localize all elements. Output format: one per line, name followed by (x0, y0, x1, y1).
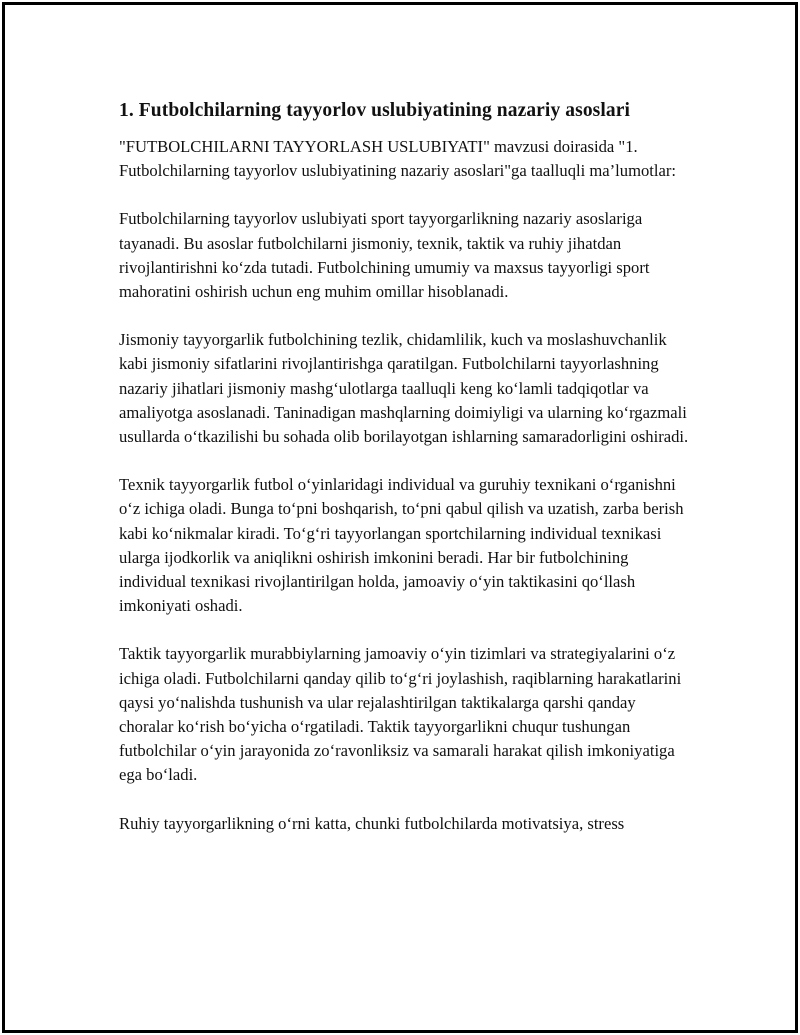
paragraph-intro: "FUTBOLCHILARNI TAYYORLASH USLUBIYATI" mavzusi doirasida "1. Futbolchilarning tayyorlov uslubiyatining nazariy asoslari"ga taalluqli ma’lumotlar: (119, 137, 677, 181)
paragraph-tactical-training: Taktik tayyorgarlik murabbiylarning jamoaviy o‘yin tizimlari va strategiyalarini o‘z ichiga oladi. Futbolchilarni qanday qilib to‘g‘ri joylashish, raqiblarning harakatlarini qaysi yo‘nalishda tushunish va ular rejalashtirilgan taktikalarga qarshi qanday choralar ko‘rish bo‘yicha o‘rgatiladi. Taktik tayyorgarlikni chuqur tushungan futbolchilar o‘yin jarayonida zo‘ravonliksiz va samarali harakat qilish imkoniyatiga ega bo‘ladi. (119, 644, 682, 785)
paragraph-physical-training: Jismoniy tayyorgarlik futbolchining tezlik, chidamlilik, kuch va moslashuvchanlik kabi jismoniy sifatlarini rivojlantirishga qaratilgan. Futbolchilarni tayyorlashning nazariy jihatlari jismoniy mashg‘ulotlarga taalluqli keng ko‘lamli tadqiqotlar va amaliyotga asoslanadi. Taninadigan mashqlarning doimiyligi va ularning ko‘rgazmali usullarda o‘tkazilishi bu sohada olib borilayotgan ishlarning samaradorligini oshiradi. (119, 330, 689, 447)
paragraph-technical-training: Texnik tayyorgarlik futbol o‘yinlaridagi individual va guruhiy texnikani o‘rganishni o‘z ichiga oladi. Bunga to‘pni boshqarish, to‘pni qabul qilish va uzatish, zarba berish kabi ko‘nikmalar kiradi. To‘g‘ri tayyorlangan sportchilarning individual texnikasi ularga ijodkorlik va aniqlikni oshirish imkonini beradi. Har bir futbolchining individual texnikasi rivojlantirilgan holda, jamoaviy o‘yin taktikasini qo‘llash imkoniyati oshadi. (119, 475, 684, 616)
paragraph-overview: Futbolchilarning tayyorlov uslubiyati sport tayyorgarlikning nazariy asoslariga tayanadi. Bu asoslar futbolchilarni jismoniy, texnik, taktik va ruhiy jihatdan rivojlantirishni ko‘zda tutadi. Futbolchining umumiy va maxsus tayyorligi sport mahoratini oshirish uchun eng muhim omillar hisoblanadi. (119, 209, 650, 302)
document-page (2, 2, 798, 1033)
document-title: 1. Futbolchilarning tayyorlov uslubiyatining nazariy asoslari (119, 100, 630, 121)
document-body (119, 96, 694, 860)
paragraph-psychological-training: Ruhiy tayyorgarlikning o‘rni katta, chunki futbolchilarda motivatsiya, stress (119, 813, 625, 833)
